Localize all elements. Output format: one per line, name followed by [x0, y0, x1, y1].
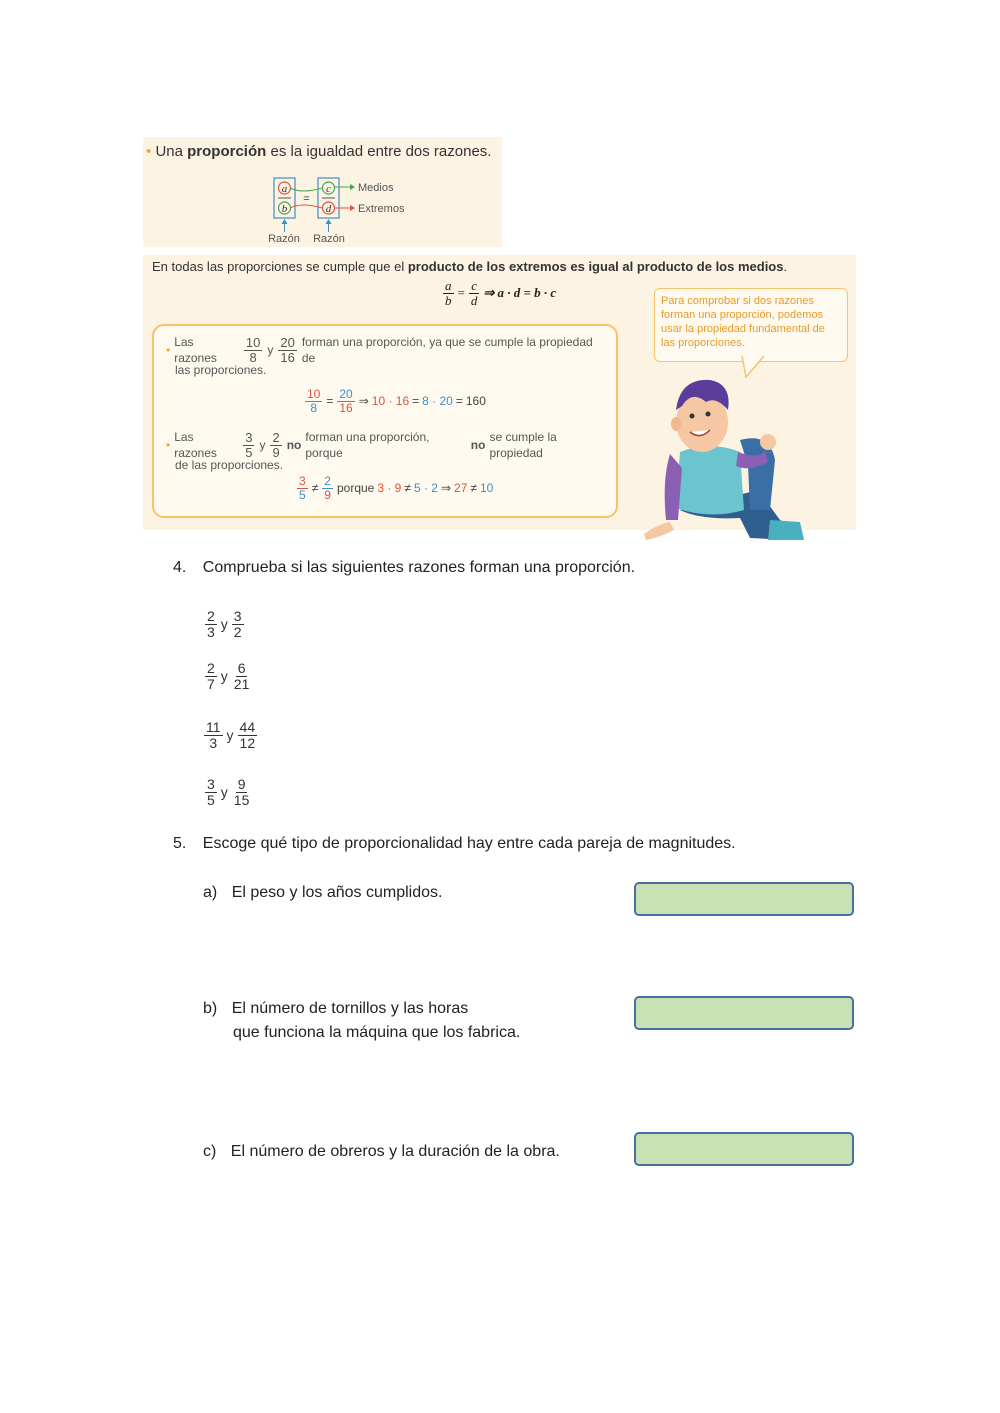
q4-pair-1: $\frac{2}{3}$ y $\frac{3}{2}$	[207, 608, 242, 640]
answer-box-a[interactable]	[634, 882, 854, 916]
answer-box-c[interactable]	[634, 1132, 854, 1166]
diagram-razon-right: Razón	[313, 233, 345, 245]
property-text: En todas las proporciones se cumple que el producto de los extremos es igual al producto de los medios.	[152, 259, 788, 274]
q4-text: Comprueba si las siguientes razones forman una proporción.	[202, 559, 636, 576]
q5-heading	[173, 835, 736, 853]
q4-pair-2: $\frac{2}{7}$ y $\frac{6}{21}$	[207, 660, 250, 692]
answer-box-b[interactable]	[634, 996, 854, 1030]
example-2-calc: $\frac{3}{5}$ ≠ $\frac{2}{9}$ porque 3 · 9 ≠ 5 · 2 ⇒ 27 ≠ 10	[299, 474, 494, 502]
proportion-diagram	[262, 172, 422, 250]
q5-item-b: b) El número de tornillos y las horas que funciona la máquina que los fabrica.	[203, 1000, 521, 1041]
q5-item-a: a) El peso y los años cumplidos.	[203, 884, 443, 901]
q4-heading	[173, 559, 635, 577]
diagram-extremos: Extremos	[358, 203, 405, 215]
diagram-razon-left: Razón	[268, 233, 300, 245]
q4-pair-3: $\frac{11}{3}$ y $\frac{44}{12}$	[206, 719, 256, 751]
bullet: •	[146, 143, 152, 160]
diagram-a: a	[281, 183, 288, 195]
diagram-c: c	[326, 183, 331, 195]
speech-bubble	[654, 288, 848, 362]
q5-number: 5.	[173, 835, 187, 852]
q5-text: Escoge qué tipo de proporcionalidad hay entre cada pareja de magnitudes.	[202, 835, 736, 852]
property-formula: $\frac{a}{b}$ = $\frac{c}{d}$ ⇒ a · d = b · c	[445, 278, 557, 308]
q5-item-c: c) El número de obreros y la duración de la obra.	[203, 1143, 560, 1160]
boy-illustration	[640, 370, 810, 548]
example-1: • Las razones $\frac{10}{8}$ y $\frac{20}{16}$ forman una proporción, ya que se cumple la propiedad de las proporciones.	[166, 335, 593, 378]
diagram-b: b	[281, 203, 288, 215]
diagram-equals: =	[303, 193, 310, 205]
q4-number: 4.	[173, 559, 187, 576]
speech-text: Para comprobar si dos razones forman una proporción, podemos usar la propiedad fundamental de las proporciones.	[661, 295, 825, 350]
example-1-calc: $\frac{10}{8}$ = $\frac{20}{16}$ ⇒ 10 · 16 = 8 · 20 = 160	[307, 387, 486, 415]
diagram-d: d	[325, 203, 332, 215]
diagram-medios: Medios	[358, 182, 394, 194]
definition-text: • Una proporción es la igualdad entre dos razones.	[146, 143, 492, 160]
example-2: • Las razones $\frac{3}{5}$ y $\frac{2}{9}$ no forman una proporción, porque no se cumple la propiedad de las proporciones.	[166, 430, 557, 473]
q4-pair-4: $\frac{3}{5}$ y $\frac{9}{15}$	[207, 776, 250, 808]
